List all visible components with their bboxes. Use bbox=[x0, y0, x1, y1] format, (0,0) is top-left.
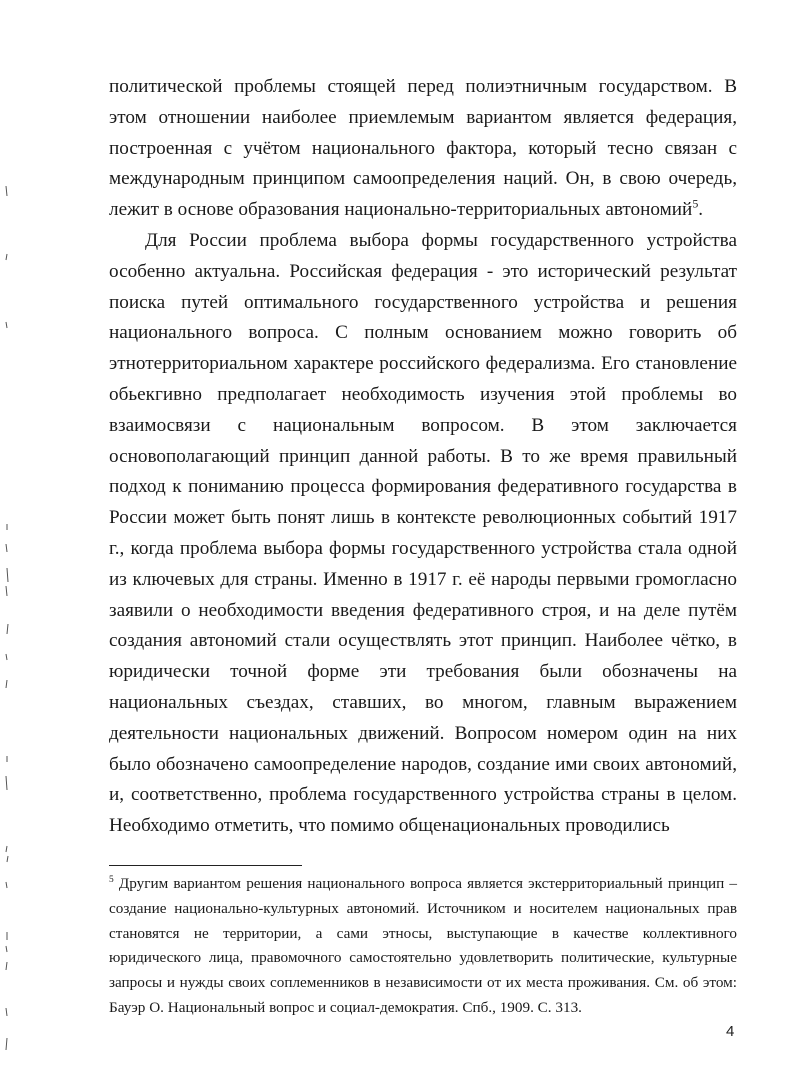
page-number: 4 bbox=[726, 1023, 735, 1040]
footnote-reference: 5 bbox=[692, 196, 699, 211]
paragraph-1 bbox=[109, 72, 737, 226]
footnote-number: 5 bbox=[109, 874, 114, 885]
paragraph-2: Для России проблема выбора формы государственного устройства особенно актуальна. Российская федерация - это исторический результат поиска путей оптимального государственного устройства и решения национального вопроса. С полным основанием можно говорить об этнотерриториальном характере российского федерализма. Его становление обьекгивно предполагает необходимость изучения этой проблемы во взаимосвязи с национальным вопросом. В этом заключается основополагающий принцип данной работы. В то же время правильный подход к пониманию процесса формирования федеративного государства в России может быть понят лишь в контексте революционных событий 1917 г., когда проблема выбора формы государственного устройства стала одной из ключевых для страны. Именно в 1917 г. её народы первыми громогласно заявили о необходимости введения федеративного строя, и на деле путём создания автономий стали осуществлять этот принцип. Наиболее чётко, в юридически точной форме эти требования были обозначены на национальных съездах, ставших, во многом, главным выражением деятельности национальных движений. Вопросом номером один на них было обозначено самоопределение народов, создание ими своих автономий, и, соответственно, проблема государственного устройства страны в целом. Необходимо отметить, что помимо общенациональных проводились bbox=[109, 229, 737, 837]
footnote-paragraph bbox=[109, 872, 737, 1021]
paragraph-1-end: . bbox=[698, 199, 704, 221]
paragraph-1-text: политической проблемы стоящей перед полиэтничным государством. В этом отношении наиболее приемлемым вариантом является федерация, построенная с учётом национального фактора, который тесно связан с международным принципом самоопределения наций. Он, в свою очередь, лежит в основе образования национально-территориальных автономий bbox=[109, 76, 737, 221]
scan-margin-marks bbox=[0, 0, 20, 1082]
footnote-divider bbox=[109, 865, 302, 866]
main-body-text bbox=[109, 72, 737, 842]
footnote bbox=[109, 872, 737, 1021]
footnote-text: Другим вариантом решения национального вопроса является экстерриториальный принцип – создание национально-культурных автономий. Источником и носителем национальных прав становятся не территории, а сами этносы, выступающие в качестве коллективного юридического лица, правомочного самостоятельно удовлетворить политические, культурные запросы и нужды своих соплеменников в независимости от их места проживания. См. об этом: Бауэр О. Национальный вопрос и социал-демократия. Спб., 1909. С. 313. bbox=[109, 875, 737, 1016]
